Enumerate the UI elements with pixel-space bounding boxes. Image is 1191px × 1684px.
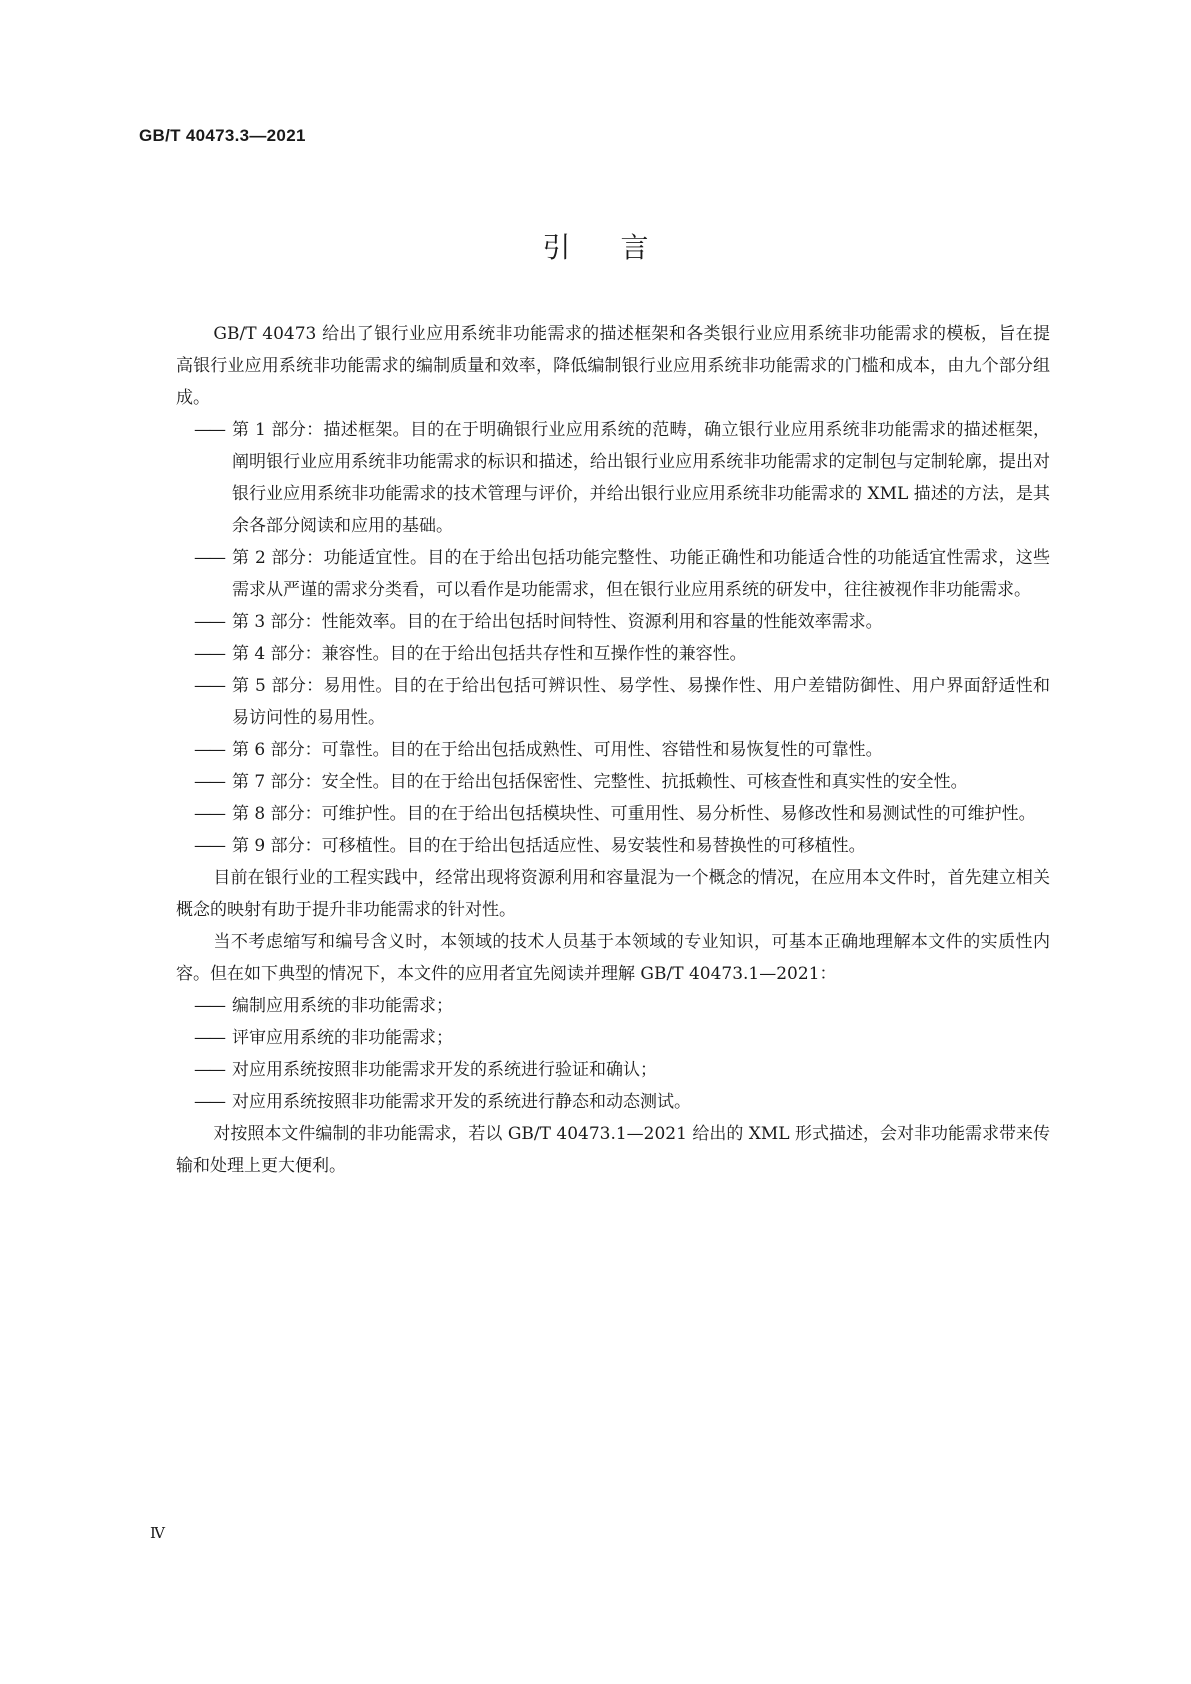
list-item-text: 第 6 部分：可靠性。目的在于给出包括成熟性、可用性、容错性和易恢复性的可靠性。: [232, 740, 883, 760]
list-dash: ——: [194, 996, 224, 1016]
intro-paragraph: GB/T 40473 给出了银行业应用系统非功能需求的描述框架和各类银行业应用系统非功能需求的模板，旨在提高银行业应用系统非功能需求的编制质量和效率，降低编制银行业应用系统非功能需求的门槛和成本，由九个部分组成。: [176, 324, 1050, 408]
list-item: [176, 542, 1050, 606]
list-item-text: 第 9 部分：可移植性。目的在于给出包括适应性、易安装性和易替换性的可移植性。: [232, 836, 866, 856]
list-item-text: 评审应用系统的非功能需求；: [232, 1028, 453, 1048]
list-item-text: 第 3 部分：性能效率。目的在于给出包括时间特性、资源利用和容量的性能效率需求。: [232, 612, 883, 632]
list-item: [176, 990, 1050, 1022]
page-number: Ⅳ: [150, 1524, 165, 1542]
list-item-text: 对应用系统按照非功能需求开发的系统进行验证和确认；: [232, 1060, 657, 1080]
list-item: [176, 734, 1050, 766]
list-item-text: 编制应用系统的非功能需求；: [232, 996, 453, 1016]
list-item-text: 第 1 部分：描述框架。目的在于明确银行业应用系统的范畴，确立银行业应用系统非功能需求的描述框架，阐明银行业应用系统非功能需求的标识和描述，给出银行业应用系统非功能需求的定制包与定制轮廓，提出对银行业应用系统非功能需求的技术管理与评价，并给出银行业应用系统非功能需求的 XML 描述的方法，是其余各部分阅读和应用的基础。: [232, 420, 1050, 536]
cases-list: [176, 990, 1050, 1118]
list-dash: ——: [194, 1028, 224, 1048]
list-item: [176, 1054, 1050, 1086]
list-dash: ——: [194, 420, 224, 440]
list-item-text: 第 2 部分：功能适宜性。目的在于给出包括功能完整性、功能正确性和功能适合性的功能适宜性需求，这些需求从严谨的需求分类看，可以看作是功能需求，但在银行业应用系统的研发中，往往被视作非功能需求。: [232, 548, 1050, 600]
list-item-text: 对应用系统按照非功能需求开发的系统进行静态和动态测试。: [232, 1092, 691, 1112]
list-dash: ——: [194, 804, 224, 824]
practice-paragraph: 目前在银行业的工程实践中，经常出现将资源利用和容量混为一个概念的情况，在应用本文件时，首先建立相关概念的映射有助于提升非功能需求的针对性。: [176, 868, 1050, 920]
list-item: [176, 1086, 1050, 1118]
list-item: [176, 830, 1050, 862]
list-dash: ——: [194, 740, 224, 760]
list-dash: ——: [194, 1060, 224, 1080]
list-item: [176, 606, 1050, 638]
closing-paragraph: 对按照本文件编制的非功能需求，若以 GB/T 40473.1—2021 给出的 XML 形式描述，会对非功能需求带来传输和处理上更大便利。: [176, 1124, 1050, 1176]
reading-paragraph: 当不考虑缩写和编号含义时，本领域的技术人员基于本领域的专业知识，可基本正确地理解本文件的实质性内容。但在如下典型的情况下，本文件的应用者宜先阅读并理解 GB/T 40473.1—2021：: [176, 932, 1050, 984]
list-item: [176, 638, 1050, 670]
list-item: [176, 1022, 1050, 1054]
list-dash: ——: [194, 676, 224, 696]
list-item-text: 第 8 部分：可维护性。目的在于给出包括模块性、可重用性、易分析性、易修改性和易测试性的可维护性。: [232, 804, 1036, 824]
list-item: [176, 798, 1050, 830]
list-dash: ——: [194, 612, 224, 632]
list-item: [176, 766, 1050, 798]
list-item-text: 第 7 部分：安全性。目的在于给出包括保密性、完整性、抗抵赖性、可核查性和真实性的安全性。: [232, 772, 968, 792]
parts-list: [176, 414, 1050, 862]
list-dash: ——: [194, 1092, 224, 1112]
list-item: [176, 414, 1050, 542]
list-item-text: 第 4 部分：兼容性。目的在于给出包括共存性和互操作性的兼容性。: [232, 644, 747, 664]
list-item-text: 第 5 部分：易用性。目的在于给出包括可辨识性、易学性、易操作性、用户差错防御性、用户界面舒适性和易访问性的易用性。: [232, 676, 1050, 728]
list-dash: ——: [194, 836, 224, 856]
document-body: [176, 318, 1050, 1182]
list-dash: ——: [194, 548, 224, 568]
page-title: 引言: [542, 231, 699, 264]
list-dash: ——: [194, 644, 224, 664]
standard-code: GB/T 40473.3—2021: [139, 126, 306, 145]
list-item: [176, 670, 1050, 734]
list-dash: ——: [194, 772, 224, 792]
